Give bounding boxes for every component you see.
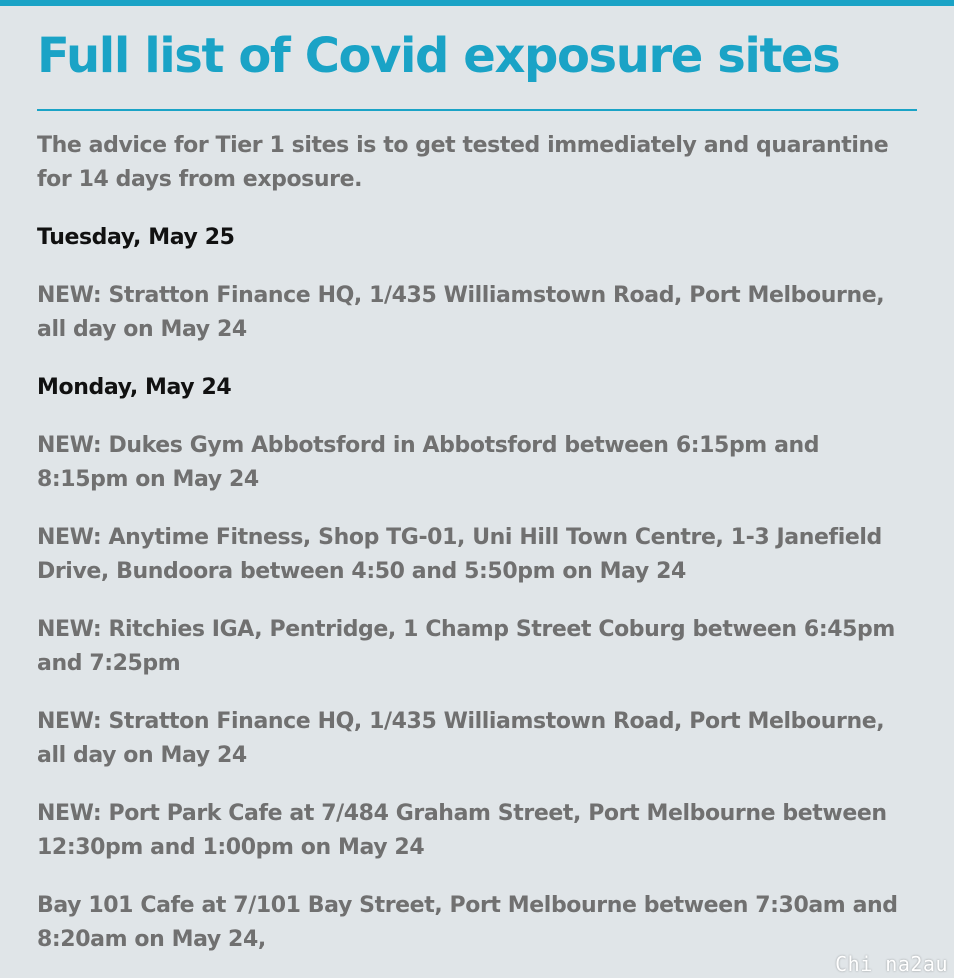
exposure-site-item: NEW: Port Park Cafe at 7/484 Graham Street, Port Melbourne between 12:30pm and 1:00pm on May 24 bbox=[37, 801, 887, 860]
exposure-site-item: Bay 101 Cafe at 7/101 Bay Street, Port Melbourne between 7:30am and 8:20am on May 24, bbox=[37, 893, 898, 952]
page-title: Full list of Covid exposure sites bbox=[37, 28, 840, 84]
exposure-site-item: NEW: Ritchies IGA, Pentridge, 1 Champ Street Coburg between 6:45pm and 7:25pm bbox=[37, 617, 895, 676]
intro-paragraph: The advice for Tier 1 sites is to get tested immediately and quarantine for 14 days from exposure. bbox=[37, 133, 889, 192]
watermark: Chi na2au bbox=[835, 952, 948, 976]
exposure-site-item: NEW: Stratton Finance HQ, 1/435 Williamstown Road, Port Melbourne, all day on May 24 bbox=[37, 283, 885, 342]
exposure-site-item: NEW: Anytime Fitness, Shop TG-01, Uni Hill Town Centre, 1-3 Janefield Drive, Bundoora between 4:50 and 5:50pm on May 24 bbox=[37, 525, 882, 584]
exposure-site-item: NEW: Dukes Gym Abbotsford in Abbotsford between 6:15pm and 8:15pm on May 24 bbox=[37, 433, 820, 492]
top-accent-bar bbox=[0, 0, 954, 6]
exposure-site-item: NEW: Stratton Finance HQ, 1/435 Williamstown Road, Port Melbourne, all day on May 24 bbox=[37, 709, 885, 768]
day-heading-tuesday: Tuesday, May 25 bbox=[37, 225, 235, 250]
title-divider bbox=[37, 109, 917, 111]
day-heading-monday: Monday, May 24 bbox=[37, 375, 232, 400]
